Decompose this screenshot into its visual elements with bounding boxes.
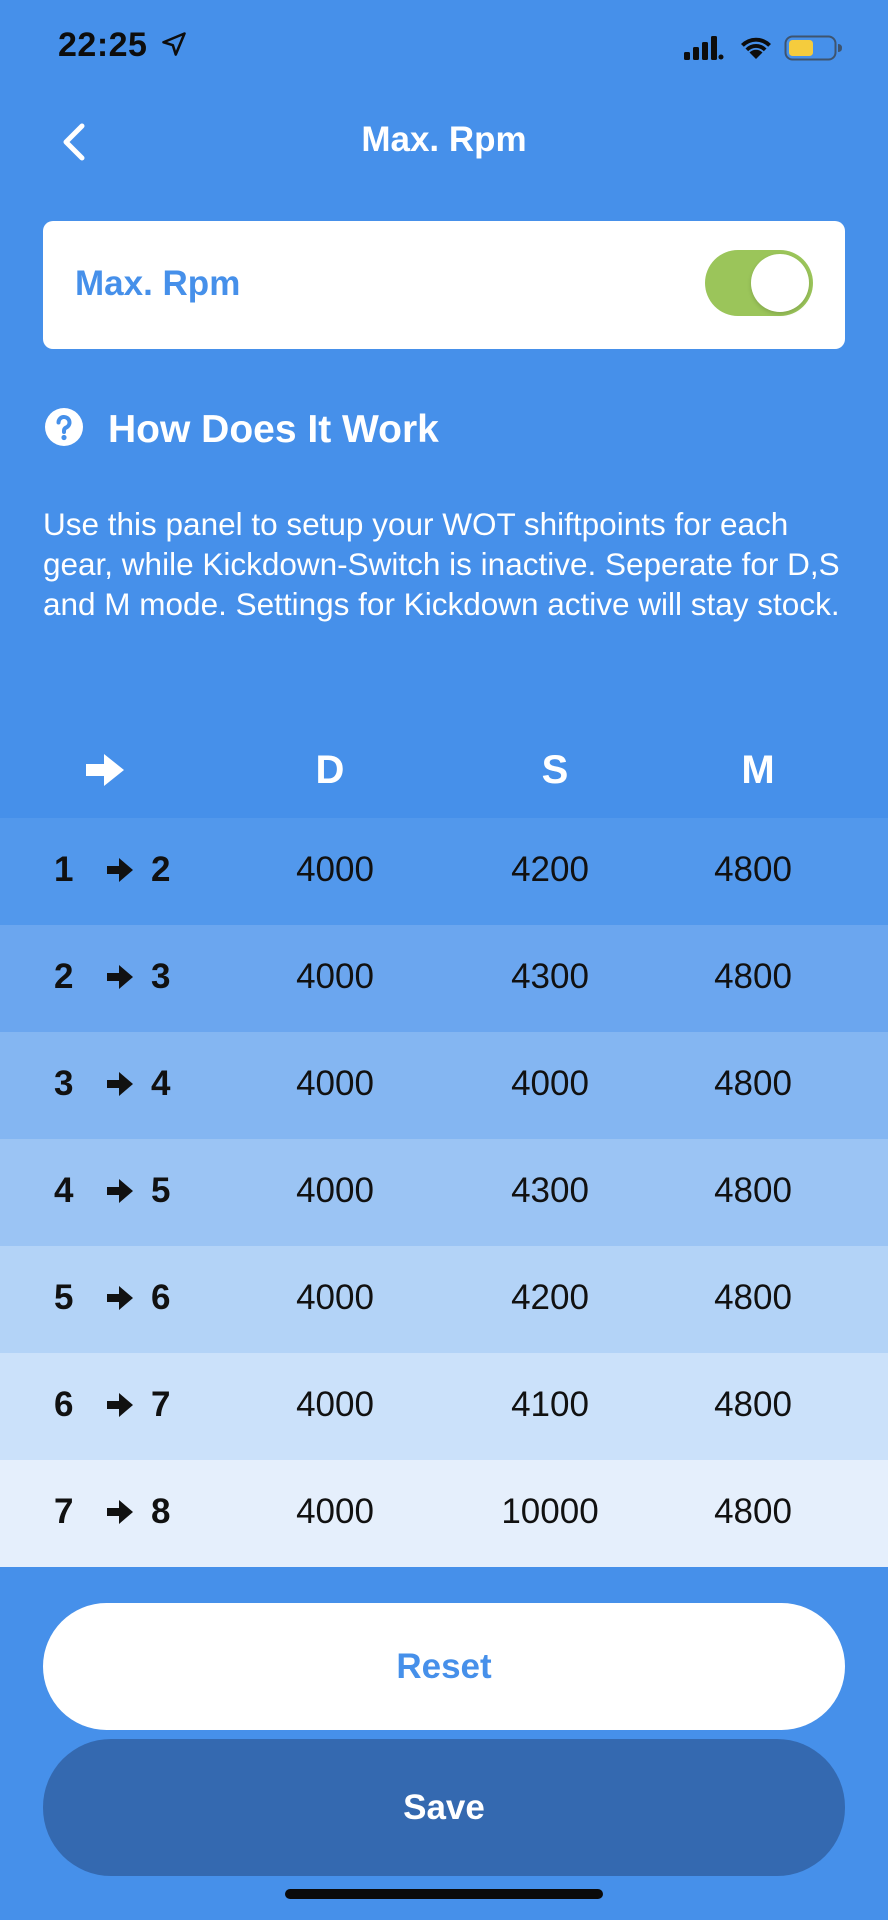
rpm-value-d[interactable]: 4000 [296,1278,374,1317]
gear-from: 5 [54,1278,74,1317]
rpm-value-d[interactable]: 4000 [296,850,374,889]
rpm-value-d[interactable]: 4000 [296,957,374,996]
rpm-value-d[interactable]: 4000 [296,1492,374,1531]
arrow-right-icon [106,1392,134,1418]
arrow-right-icon [106,1285,134,1311]
home-indicator [285,1889,603,1899]
max-rpm-toggle-label: Max. Rpm [75,264,241,303]
status-time: 22:25 [58,26,148,64]
gear-from: 6 [54,1385,74,1424]
toggle-knob [751,254,809,312]
gear-from: 4 [54,1171,74,1210]
gear-from: 2 [54,957,74,996]
gear-to: 2 [151,850,171,889]
arrow-right-icon [106,1178,134,1204]
page-title: Max. Rpm [361,120,527,159]
gear-to: 7 [151,1385,171,1424]
table-row [0,1353,888,1460]
status-bar [0,0,888,100]
rpm-value-m[interactable]: 4800 [714,1492,792,1531]
rpm-value-s[interactable]: 4200 [511,1278,589,1317]
rpm-value-s[interactable]: 4300 [511,957,589,996]
reset-button[interactable]: Reset [43,1603,845,1730]
rpm-value-d[interactable]: 4000 [296,1064,374,1103]
rpm-value-d[interactable]: 4000 [296,1385,374,1424]
gear-to: 3 [151,957,171,996]
table-row [0,1246,888,1353]
location-arrow-icon [160,30,188,58]
save-button[interactable]: Save [43,1739,845,1876]
rpm-value-s[interactable]: 4000 [511,1064,589,1103]
arrow-right-icon [84,752,126,788]
rpm-value-s[interactable]: 4100 [511,1385,589,1424]
gear-to: 5 [151,1171,171,1210]
table-row [0,1460,888,1567]
rpm-value-m[interactable]: 4800 [714,1171,792,1210]
wifi-icon [738,32,774,60]
arrow-right-icon [106,1071,134,1097]
gear-from: 3 [54,1064,74,1103]
table-row [0,1032,888,1139]
arrow-right-icon [106,857,134,883]
gear-to: 6 [151,1278,171,1317]
gear-to: 8 [151,1492,171,1531]
max-rpm-toggle-switch[interactable] [705,250,813,316]
table-row [0,1139,888,1246]
gear-from: 1 [54,850,74,889]
gear-from: 7 [54,1492,74,1531]
rpm-value-s[interactable]: 10000 [501,1492,599,1531]
rpm-value-s[interactable]: 4300 [511,1171,589,1210]
table-row [0,925,888,1032]
nav-header [0,110,888,174]
shiftpoint-table-header [0,730,888,810]
arrow-right-icon [106,1499,134,1525]
arrow-right-icon [106,964,134,990]
shiftpoint-table [0,818,888,1567]
question-circle-icon [44,407,84,447]
rpm-value-d[interactable]: 4000 [296,1171,374,1210]
cellular-signal-icon [684,36,724,60]
battery-icon [784,34,844,62]
rpm-value-m[interactable]: 4800 [714,1385,792,1424]
column-header-m: M [741,748,775,792]
rpm-value-m[interactable]: 4800 [714,957,792,996]
column-header-d: D [315,748,345,792]
rpm-value-m[interactable]: 4800 [714,1064,792,1103]
column-header-s: S [541,748,569,792]
gear-to: 4 [151,1064,171,1103]
table-row [0,818,888,925]
help-title: How Does It Work [108,408,439,451]
rpm-value-s[interactable]: 4200 [511,850,589,889]
rpm-value-m[interactable]: 4800 [714,1278,792,1317]
max-rpm-toggle-card [43,221,845,349]
rpm-value-m[interactable]: 4800 [714,850,792,889]
help-description: Use this panel to setup your WOT shiftpoints for each gear, while Kickdown-Switch is inactive. Seperate for D,S and M mode. Settings for Kickdown active will stay stock. [43,506,840,622]
